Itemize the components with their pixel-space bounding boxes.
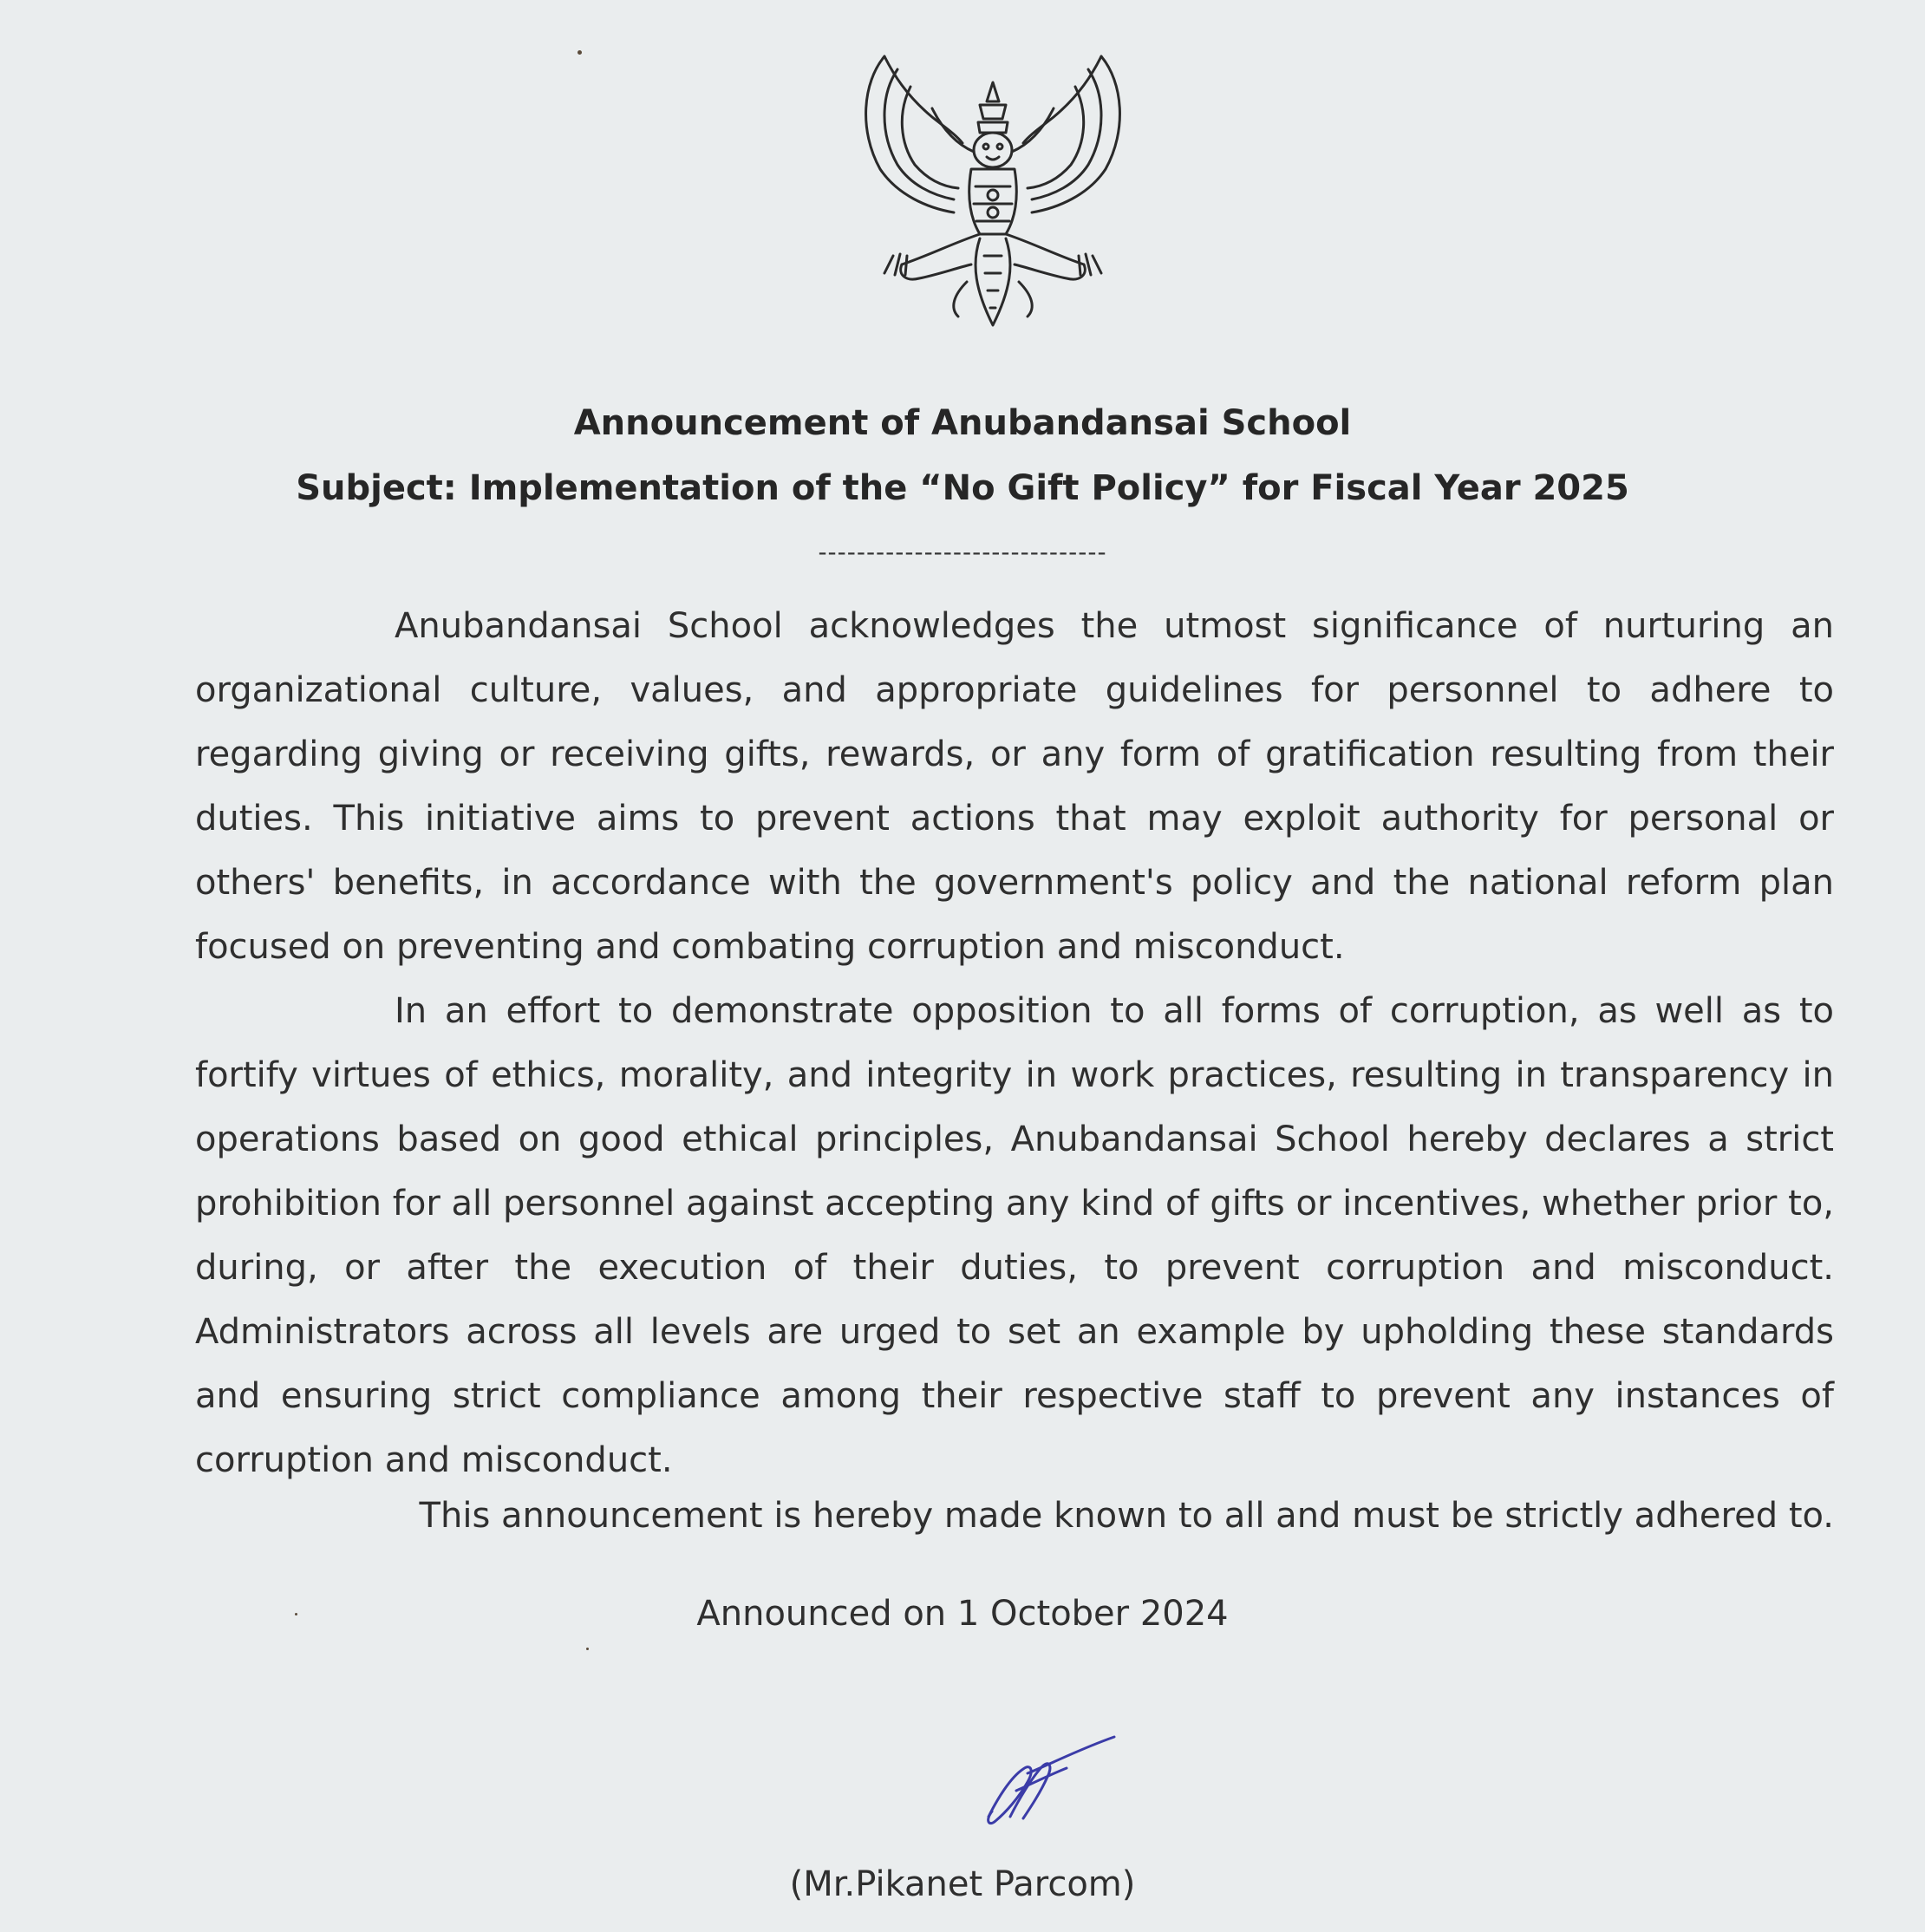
paragraph-1: Anubandansai School acknowledges the utmost significance of nurturing an organizational culture, values, and appropriate guidelines for personnel to adhere to regarding giving or receiving gifts, rewards, or any form of gratification resulting from their duties. This initiative aims to prevent actions that may exploit authority for personal or others' benefits, in accordance with the government's policy and the national reform plan focused on preventing and combating corruption and misconduct. [195, 606, 1834, 967]
paper-speck [586, 1648, 589, 1650]
document-subject: Subject: Implementation of the “No Gift Policy” for Fiscal Year 2025 [296, 468, 1629, 508]
paper-speck [578, 50, 582, 55]
signer-name: (Mr.Pikanet Parcom) [789, 1864, 1136, 1904]
document-title: Announcement of Anubandansai School [573, 403, 1352, 443]
garuda-emblem-icon [858, 48, 1127, 347]
title-divider: ------------------------------ [818, 538, 1107, 566]
document-body [195, 594, 1834, 1492]
closing-statement: This announcement is hereby made known to all and must be strictly adhered to. [419, 1496, 1834, 1536]
signature-icon [980, 1730, 1119, 1830]
announcement-date: Announced on 1 October 2024 [696, 1594, 1229, 1634]
paragraph-2: In an effort to demonstrate opposition to all forms of corruption, as well as to fortify virtues of ethics, morality, and integrity in work practices, resulting in transparency in operations based on good ethical principles, Anubandansai School hereby declares a strict prohibition for all personnel against accepting any kind of gifts or incentives, whether prior to, during, or after the execution of their duties, to prevent corruption and misconduct. Administrators across all levels are urged to set an example by upholding these standards and ensuring strict compliance among their respective staff to prevent any instances of corruption and misconduct. [195, 991, 1834, 1480]
